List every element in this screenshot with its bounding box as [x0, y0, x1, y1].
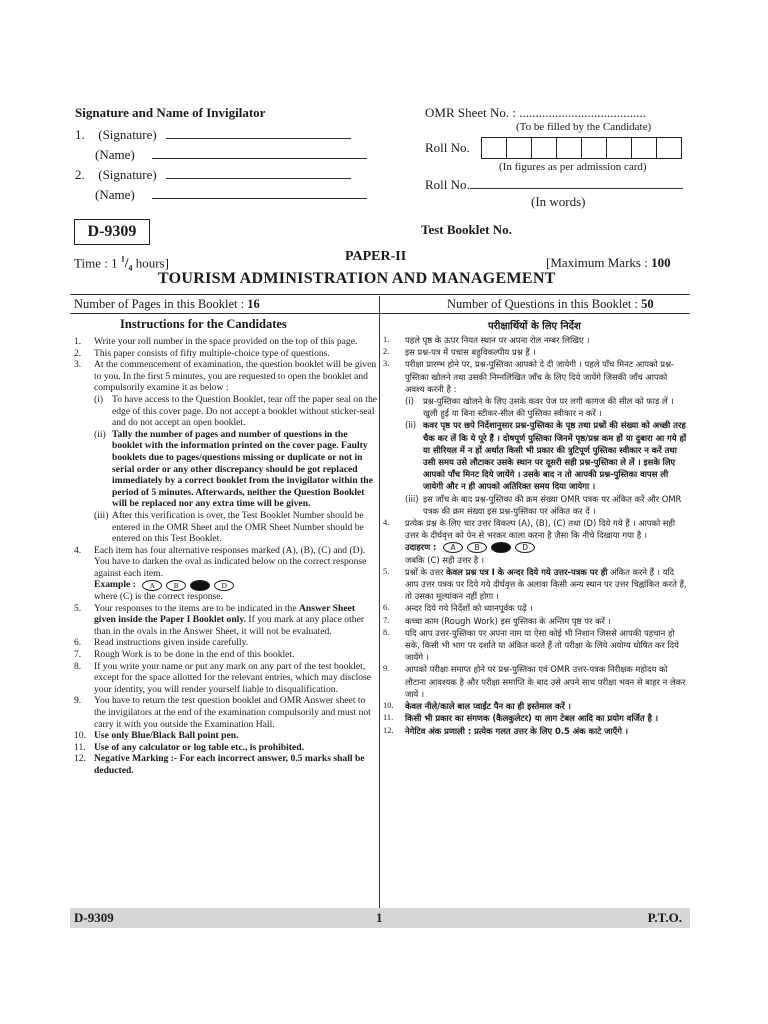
list-item: 2. इस प्रश्न-पत्र में पचास बहुविकल्पीय प्रश्न हैं ।	[383, 347, 536, 358]
pto-label: P.T.O.	[647, 910, 682, 925]
instructions-heading-hi: परीक्षार्थियों के लिए निर्देश	[488, 321, 581, 332]
header-rule	[70, 313, 690, 314]
roll-digit-box[interactable]	[557, 138, 582, 158]
example-row: उदाहरण : A B D	[405, 541, 689, 553]
invigilator-signature-2: 2. (Signature)	[75, 167, 351, 183]
booklet-code: D-9309	[74, 219, 150, 245]
list-item: 3. परीक्षा प्रारम्भ होने पर, प्रश्न-पुस्तिका आपको दे दी जायेगी । पहले पाँच मिनट आपको प्रश्न-पुस्तिका खोलने तथा उसकी निम्नलिखित जाँच के लिए दिये जायेंगे जिसकी जाँच आपको अवश्य करनी है : (i) प्रश्न-पुस्तिका खोलने के लिए उसके कवर पेज पर लगी कागज की सील को फाड़ लें । खुली हुई या बिना स्टीकर-सील की पुस्तिका स्वीकार न करें । (ii) कवर पृष्ठ पर छपे निर्देशानुसार प्रश्न-पुस्तिका के पृष्ठ तथा प्रश्नों की संख्या को अच्छी तरह चैक कर लें कि ये पूरे हैं । दोषपूर्ण पुस्तिका जिनमें पृष्ठ/प्रश्न कम हों या दुबारा आ गये हों या सीरियल में न हों अर्थात किसी भी प्रकार की त्रुटिपूर्ण पुस्तिका स्वीकार न करें तथा उसी समय उसे लौटाकर उसके स्थान पर दूसरी सही प्रश्न-पुस्तिका ले लें । इसके लिए आपको पाँच मिनट दिये जायेंगे । उसके बाद न तो आपकी प्रश्न-पुस्तिका वापस ली जायेगी और न ही आपको अतिरिक्त समय दिया जायेगा । (iii) इस जाँच के बाद प्रश्न-पुस्तिका की क्रम संख्या OMR पत्रक पर अंकित करें और OMR पत्रक की क्रम संख्या इस प्रश्न-पुस्तिका पर अंकित कर दें ।	[383, 358, 689, 517]
list-item: 6. अन्दर दिये गये निर्देशों को ध्यानपूर्वक पढ़ें ।	[383, 603, 533, 614]
test-booklet-label: Test Booklet No.	[421, 222, 512, 237]
roll-digit-box[interactable]	[607, 138, 632, 158]
invigilator-heading: Signature and Name of Invigilator	[75, 105, 266, 120]
signature-line[interactable]	[166, 167, 351, 179]
sub-item: (i) प्रश्न-पुस्तिका खोलने के लिए उसके कवर पेज पर लगी कागज की सील को फाड़ लें । खुली हुई या बिना स्टीकर-सील की पुस्तिका स्वीकार न करें ।	[405, 396, 674, 419]
list-item: 10. Use only Blue/Black Ball point pen.	[74, 730, 239, 742]
list-item: 11. Use of any calculator or log table etc., is prohibited.	[74, 741, 304, 753]
paper-label: PAPER-II	[345, 249, 407, 264]
list-item: 7. Rough Work is to be done in the end of this booklet.	[74, 649, 295, 661]
list-item: 11. किसी भी प्रकार का संगणक (कैलकुलेटर) या लाग टेबल आदि का प्रयोग वर्जित है ।	[383, 713, 659, 724]
maximum-marks: [Maximum Marks : 100	[546, 255, 671, 270]
list-item: 7. कच्चा काम (Rough Work) इस पुस्तिका के अन्तिम पृष्ठ पर करें ।	[383, 615, 611, 626]
filled-by-candidate-note: (To be filled by the Candidate)	[516, 121, 652, 133]
oval-b: B	[467, 542, 487, 553]
oval-a: A	[142, 580, 162, 591]
column-divider	[379, 296, 380, 908]
footer-code: D-9309	[74, 910, 114, 925]
invigilator-name-2: (Name)	[75, 187, 367, 203]
list-item: 8. यदि आप उत्तर-पुस्तिका पर अपना नाम या ऐसा कोई भी निशान जिससे आपकी पहचान हो सके, किसी भी भाग पर दर्शाते या अंकित करते हैं तो परीक्षा के लिये अयोग्य घोषित कर दिये जायेंगे ।	[383, 627, 679, 663]
oval-d: D	[515, 542, 535, 553]
questions-count: Number of Questions in this Booklet : 50	[447, 297, 654, 311]
roll-number-words: Roll No.	[425, 177, 683, 193]
name-line[interactable]	[152, 187, 367, 199]
invigilator-name-1: (Name)	[75, 147, 367, 163]
sub-item: (iii) After this verification is over, the Test Booklet Number should be entered in the OMR Sheet and the OMR Sheet Number should be entered on this Test Booklet.	[94, 509, 364, 545]
sub-item: (ii) कवर पृष्ठ पर छपे निर्देशानुसार प्रश्न-पुस्तिका के पृष्ठ तथा प्रश्नों की संख्या को अच्छी तरह चैक कर लें कि ये पूरे हैं । दोषपूर्ण पुस्तिका जिनमें पृष्ठ/प्रश्न कम हों या दुबारा आ गये हों या सीरियल में न हों अर्थात किसी भी प्रकार की त्रुटिपूर्ण पुस्तिका स्वीकार न करें तथा उसी समय उसे लौटाकर उसके स्थान पर दूसरी सही प्रश्न-पुस्तिका ले लें । इसके लिए आपको पाँच मिनट दिये जायेंगे । उसके बाद न तो आपकी प्रश्न-पुस्तिका वापस ली जायेगी और न ही आपको अतिरिक्त समय दिया जायेगा ।	[405, 420, 687, 492]
pages-count: Number of Pages in this Booklet : 16	[74, 297, 260, 311]
list-item: 5. Your responses to the items are to be indicated in the Answer Sheet given inside the Paper I Booklet only. If you mark at any place other than in the ovals in the Answer Sheet, it will not be evaluated.	[74, 602, 365, 637]
figures-note: (In figures as per admission card)	[499, 161, 647, 173]
list-item: 9. आपको परीक्षा समाप्त होने पर प्रश्न-पुस्तिका एवं OMR उत्तर-पत्रक निरीक्षक महोदय को लौटाना आवश्यक है और परीक्षा समाप्ति के बाद उसे अपने साथ परीक्षा भवन से बाहर न लेकर जायें ।	[383, 664, 686, 699]
top-rule	[70, 294, 690, 295]
list-item: 1. पहले पृष्ठ के ऊपर नियत स्थान पर अपना रोल नम्बर लिखिए ।	[383, 335, 590, 345]
list-item: 2. This paper consists of fifty multiple-choice type of questions.	[74, 347, 330, 359]
roll-digit-box[interactable]	[582, 138, 607, 158]
roll-digit-box[interactable]	[632, 138, 657, 158]
list-item: 1. Write your roll number in the space provided on the top of this page.	[74, 336, 358, 347]
instructions-list-hi	[383, 334, 689, 737]
oval-d: D	[214, 580, 234, 591]
example-ovals	[443, 542, 535, 553]
example-row: Example : A B D	[94, 579, 378, 591]
list-item: 9. You have to return the test question booklet and OMR Answer sheet to the invigilators at the end of the examination compulsorily and must not carry it with you outside the Examination Hall.	[74, 695, 371, 730]
roll-number-label: Roll No.	[425, 140, 470, 155]
list-item: 5. प्रश्नों के उत्तर केवल प्रश्न पत्र I के अन्दर दिये गये उत्तर-पत्रक पर ही अंकित करने हैं । यदि आप उत्तर पत्रक पर दिये गये दीर्घवृत्त के अलावा किसी अन्य स्थान पर उत्तर चिह्नांकित करते हैं, तो उसका मूल्यांकन नहीं होगा ।	[383, 566, 687, 602]
oval-a: A	[443, 542, 463, 553]
roll-words-line[interactable]	[470, 177, 683, 189]
roll-digit-box[interactable]	[657, 138, 681, 158]
time-duration: Time : 1 $^1/_4$ hours]	[74, 255, 169, 273]
page-footer	[70, 908, 690, 928]
example-where: जबकि (C) सही उत्तर है ।	[405, 554, 484, 565]
signature-line[interactable]	[166, 127, 351, 139]
list-item: 4. प्रत्येक प्रश्न के लिए चार उत्तर विकल्प (A), (B), (C) तथा (D) दिये गये हैं । आपको सही उत्तर के दीर्घवृत्त को पेन से भरकर काला करना है जैसा कि नीचे दिखाया गया है । उदाहरण : A B D जबकि (C) सही उत्तर है ।	[383, 517, 689, 566]
example-where: where (C) is the correct response.	[94, 591, 223, 603]
oval-c-filled	[491, 542, 511, 553]
oval-b: B	[166, 580, 186, 591]
roll-digit-box[interactable]	[507, 138, 532, 158]
list-item: 10. केवल नीले/काले बाल प्वाईंट पैन का ही इस्तेमाल करें ।	[383, 701, 571, 712]
page-number: 1	[376, 910, 383, 925]
list-item: 3. At the commencement of examination, the question booklet will be given to you. In the first 5 minutes, you are requested to open the booklet and compulsorily examine it as below : (i) To have access to the Question Booklet, tear off the paper seal on the edge of this cover page. Do not accept a booklet without sticker-seal and do not accept an open booklet. (ii) Tally the number of pages and number of questions in the booklet with the information printed on the cover page. Faulty booklets due to pages/questions missing or duplicate or not in serial order or any other discrepancy should be got replaced immediately by a correct booklet from the invigilator within the period of 5 minutes. Afterwards, neither the Question Booklet will be replaced nor any extra time will be given. (iii) After this verification is over, the Test Booklet Number should be entered in the OMR Sheet and the OMR Sheet Number should be entered on this Test Booklet.	[74, 359, 378, 545]
example-ovals	[142, 580, 234, 591]
instructions-list-en	[74, 336, 378, 777]
sub-item: (iii) इस जाँच के बाद प्रश्न-पुस्तिका की क्रम संख्या OMR पत्रक पर अंकित करें और OMR पत्रक की क्रम संख्या इस प्रश्न-पुस्तिका पर अंकित कर दें ।	[405, 493, 682, 516]
invigilator-signature-1: 1. (Signature)	[75, 127, 351, 143]
sub-item: (ii) Tally the number of pages and number of questions in the booklet with the information printed on the cover page. Faulty booklets due to pages/questions missing or duplicate or not in serial order or any other discrepancy should be got replaced immediately by a correct booklet from the invigilator within the period of 5 minutes. Afterwards, neither the Question Booklet will be replaced nor any extra time will be given.	[94, 428, 373, 510]
words-note: (In words)	[531, 194, 586, 209]
list-item: 12. Negative Marking :- For each incorrect answer, 0.5 marks shall be deducted.	[74, 753, 365, 776]
oval-c-filled	[190, 580, 210, 591]
roll-number-boxes[interactable]	[481, 137, 682, 159]
subject-title: TOURISM ADMINISTRATION AND MANAGEMENT	[158, 270, 556, 287]
sub-item: (i) To have access to the Question Booklet, tear off the paper seal on the edge of this cover page. Do not accept a booklet without sticker-seal and do not accept an open booklet.	[94, 393, 378, 429]
instructions-heading-en: Instructions for the Candidates	[120, 317, 287, 331]
roll-digit-box[interactable]	[482, 138, 507, 158]
list-item: 8. If you write your name or put any mark on any part of the test booklet, except for the space allotted for the relevant entries, which may disclose your identity, you will render yourself liable to disqualification.	[74, 660, 372, 695]
roll-digit-box[interactable]	[532, 138, 557, 158]
list-item: 6. Read instructions given inside carefully.	[74, 637, 249, 649]
list-item: 12. नेगेटिव अंक प्रणाली : प्रत्येक गलत उत्तर के लिए 0.5 अंक काटे जाएँगे ।	[383, 725, 629, 736]
omr-sheet-number: OMR Sheet No. : .......................................	[425, 105, 646, 120]
list-item: 4. Each item has four alternative responses marked (A), (B), (C) and (D). You have to darken the oval as indicated below on the correct response against each item. Example : A B D where (C) is the correct response.	[74, 545, 378, 603]
name-line[interactable]	[152, 147, 367, 159]
